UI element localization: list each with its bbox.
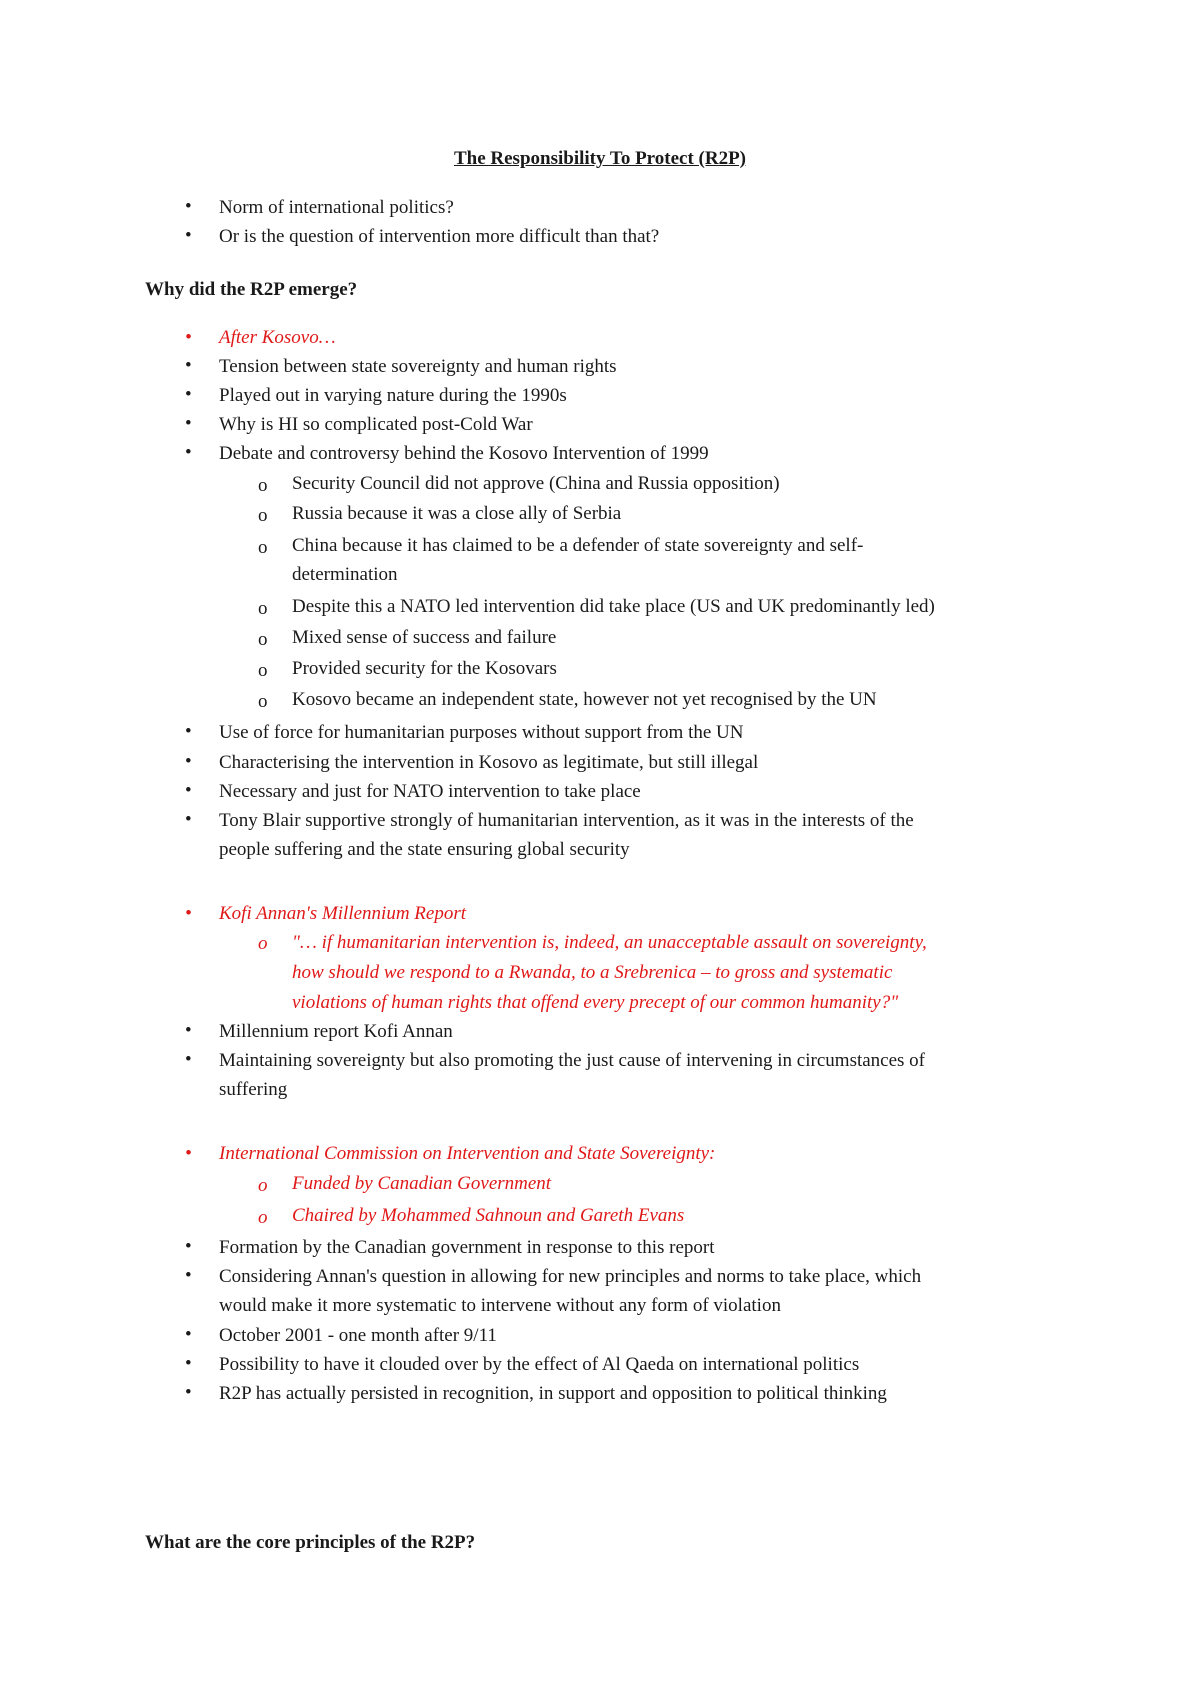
section-heading: What are the core principles of the R2P? xyxy=(145,1532,476,1553)
bullet-marker: • xyxy=(185,384,192,405)
list-item: Tony Blair supportive strongly of humanitarian intervention, as it was in the interests of the xyxy=(219,810,914,831)
list-item-highlight: After Kosovo… xyxy=(219,327,336,348)
bullet-marker: • xyxy=(185,1020,192,1041)
bullet-marker: • xyxy=(185,196,192,217)
sub-list-item: Despite this a NATO led intervention did take place (US and UK predominantly led) xyxy=(292,596,935,617)
document-title: The Responsibility To Protect (R2P) xyxy=(453,148,747,169)
sub-bullet-marker: o xyxy=(258,475,268,496)
sub-bullet-marker: o xyxy=(258,629,268,650)
sub-list-item-continuation: determination xyxy=(292,564,398,585)
bullet-marker: • xyxy=(185,413,192,434)
list-item: Necessary and just for NATO intervention to take place xyxy=(219,781,641,802)
bullet-marker: • xyxy=(185,355,192,376)
sub-list-item: Chaired by Mohammed Sahnoun and Gareth Evans xyxy=(292,1205,685,1226)
bullet-marker: • xyxy=(185,903,192,924)
sub-list-item: Kosovo became an independent state, however not yet recognised by the UN xyxy=(292,689,877,710)
quote-line: violations of human rights that offend every precept of our common humanity?" xyxy=(292,992,899,1013)
section-heading: Why did the R2P emerge? xyxy=(145,279,358,300)
bullet-marker: • xyxy=(185,327,192,348)
list-item: Tension between state sovereignty and human rights xyxy=(219,356,617,377)
list-item: Why is HI so complicated post-Cold War xyxy=(219,414,533,435)
list-item: Use of force for humanitarian purposes without support from the UN xyxy=(219,722,744,743)
list-item: Possibility to have it clouded over by the effect of Al Qaeda on international politics xyxy=(219,1354,860,1375)
bullet-marker: • xyxy=(185,780,192,801)
list-item-highlight: International Commission on Intervention and State Sovereignty: xyxy=(219,1143,716,1164)
sub-bullet-marker: o xyxy=(258,1207,268,1228)
sub-list-item: Security Council did not approve (China and Russia opposition) xyxy=(292,473,780,494)
list-item-continuation: people suffering and the state ensuring global security xyxy=(219,839,630,860)
list-item-continuation: suffering xyxy=(219,1079,288,1100)
sub-list-item: Russia because it was a close ally of Serbia xyxy=(292,503,622,524)
quote-line: how should we respond to a Rwanda, to a Srebrenica – to gross and systematic xyxy=(292,962,893,983)
bullet-marker: • xyxy=(185,1353,192,1374)
list-item: Formation by the Canadian government in response to this report xyxy=(219,1237,715,1258)
bullet-marker: • xyxy=(185,1382,192,1403)
list-item-continuation: would make it more systematic to intervene without any form of violation xyxy=(219,1295,781,1316)
sub-bullet-marker: o xyxy=(258,598,268,619)
bullet-marker: • xyxy=(185,1324,192,1345)
list-item-highlight: Kofi Annan's Millennium Report xyxy=(219,903,467,924)
list-item: October 2001 - one month after 9/11 xyxy=(219,1325,497,1346)
bullet-marker: • xyxy=(185,1049,192,1070)
quote-line: "… if humanitarian intervention is, indeed, an unacceptable assault on sovereignty, xyxy=(292,932,927,953)
list-item: Played out in varying nature during the 1990s xyxy=(219,385,567,406)
bullet-marker: • xyxy=(185,809,192,830)
list-item: Considering Annan's question in allowing for new principles and norms to take place, which xyxy=(219,1266,922,1287)
bullet-marker: • xyxy=(185,442,192,463)
list-item: R2P has actually persisted in recognition, in support and opposition to political thinking xyxy=(219,1383,887,1404)
list-item: Norm of international politics? xyxy=(219,197,454,218)
bullet-marker: • xyxy=(185,1143,192,1164)
sub-bullet-marker: o xyxy=(258,1175,268,1196)
list-item: Or is the question of intervention more difficult than that? xyxy=(219,226,660,247)
list-item: Millennium report Kofi Annan xyxy=(219,1021,453,1042)
sub-bullet-marker: o xyxy=(258,537,268,558)
bullet-marker: • xyxy=(185,1265,192,1286)
list-item: Maintaining sovereignty but also promoting the just cause of intervening in circumstances of xyxy=(219,1050,926,1071)
bullet-marker: • xyxy=(185,751,192,772)
list-item: Characterising the intervention in Kosovo as legitimate, but still illegal xyxy=(219,752,759,773)
bullet-marker: • xyxy=(185,1236,192,1257)
sub-bullet-marker: o xyxy=(258,505,268,526)
sub-list-item: China because it has claimed to be a defender of state sovereignty and self- xyxy=(292,535,864,556)
sub-bullet-marker: o xyxy=(258,691,268,712)
bullet-marker: • xyxy=(185,225,192,246)
sub-list-item: Provided security for the Kosovars xyxy=(292,658,557,679)
sub-bullet-marker: o xyxy=(258,933,268,954)
list-item: Debate and controversy behind the Kosovo Intervention of 1999 xyxy=(219,443,709,464)
sub-list-item: Funded by Canadian Government xyxy=(292,1173,552,1194)
sub-list-item: Mixed sense of success and failure xyxy=(292,627,557,648)
bullet-marker: • xyxy=(185,721,192,742)
sub-bullet-marker: o xyxy=(258,660,268,681)
